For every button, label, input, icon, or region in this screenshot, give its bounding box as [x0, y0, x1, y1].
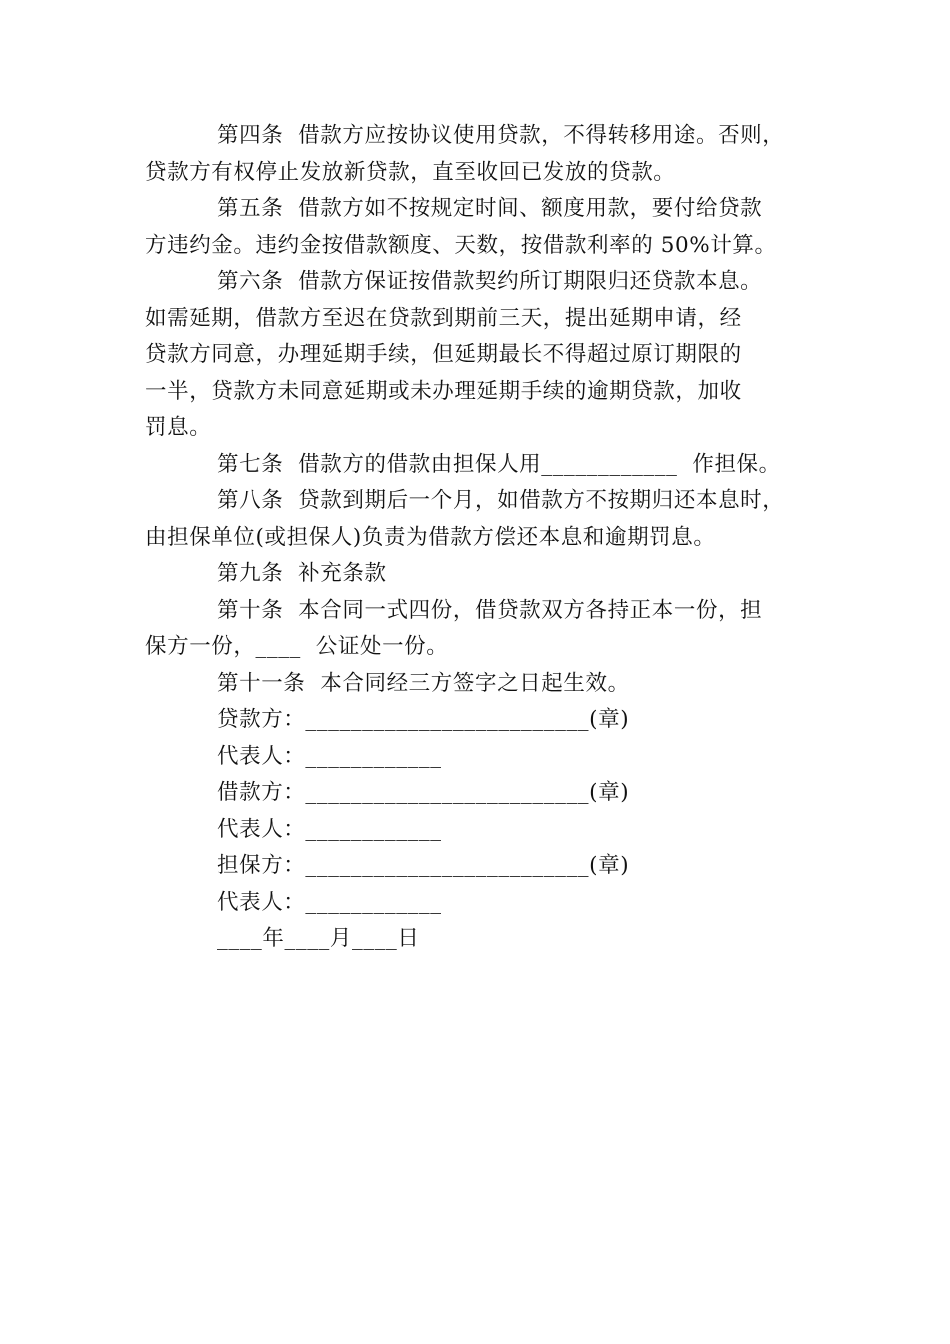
clause-6-line-5: 罚息。: [145, 415, 212, 440]
date-line: ____年____月____日: [217, 926, 420, 951]
guarantor-representative-line: 代表人：____________: [217, 889, 442, 915]
clause-4-line-2: 贷款方有权停止发放新贷款，直至收回已发放的贷款。: [145, 159, 676, 185]
clause-7-line-1: 第七条 借款方的借款由担保人用____________ 作担保。: [217, 451, 781, 477]
guarantor-signature-line: 担保方：_________________________(章): [217, 853, 630, 878]
clause-8-line-2: 由担保单位(或担保人)负责为借款方偿还本息和逾期罚息。: [145, 524, 716, 550]
clause-10-line-1: 第十条 本合同一式四份，借贷款双方各持正本一份，担: [217, 597, 763, 623]
contract-body: [145, 118, 815, 958]
clause-6-line-1: 第六条 借款方保证按借款契约所订期限归还贷款本息。: [217, 269, 763, 294]
clause-9-line-1: 第九条 补充条款: [217, 561, 387, 586]
clause-5-line-2: 方违约金。违约金按借款额度、天数，按借款利率的 50%计算。: [145, 232, 777, 258]
borrower-signature-line: 借款方：_________________________(章): [217, 780, 630, 805]
clause-10-line-2: 保方一份，____ 公证处一份。: [145, 634, 449, 659]
clause-6-line-3: 贷款方同意，办理延期手续，但延期最长不得超过原订期限的: [145, 342, 742, 367]
borrower-representative-line: 代表人：____________: [217, 816, 442, 842]
clause-4-line-1: 第四条 借款方应按协议使用贷款，不得转移用途。否则，: [217, 123, 785, 148]
clause-6-line-4: 一半，贷款方未同意延期或未办理延期手续的逾期贷款，加收: [145, 378, 742, 404]
lender-signature-line: 贷款方：_________________________(章): [217, 707, 630, 732]
clause-6-line-2: 如需延期，借款方至迟在贷款到期前三天，提出延期申请，经: [145, 305, 742, 331]
clause-11-line-1: 第十一条 本合同经三方签字之日起生效。: [217, 670, 630, 696]
clause-8-line-1: 第八条 贷款到期后一个月，如借款方不按期归还本息时，: [217, 488, 785, 513]
lender-representative-line: 代表人：____________: [217, 743, 442, 769]
clause-5-line-1: 第五条 借款方如不按规定时间、额度用款，要付给贷款: [217, 196, 763, 221]
